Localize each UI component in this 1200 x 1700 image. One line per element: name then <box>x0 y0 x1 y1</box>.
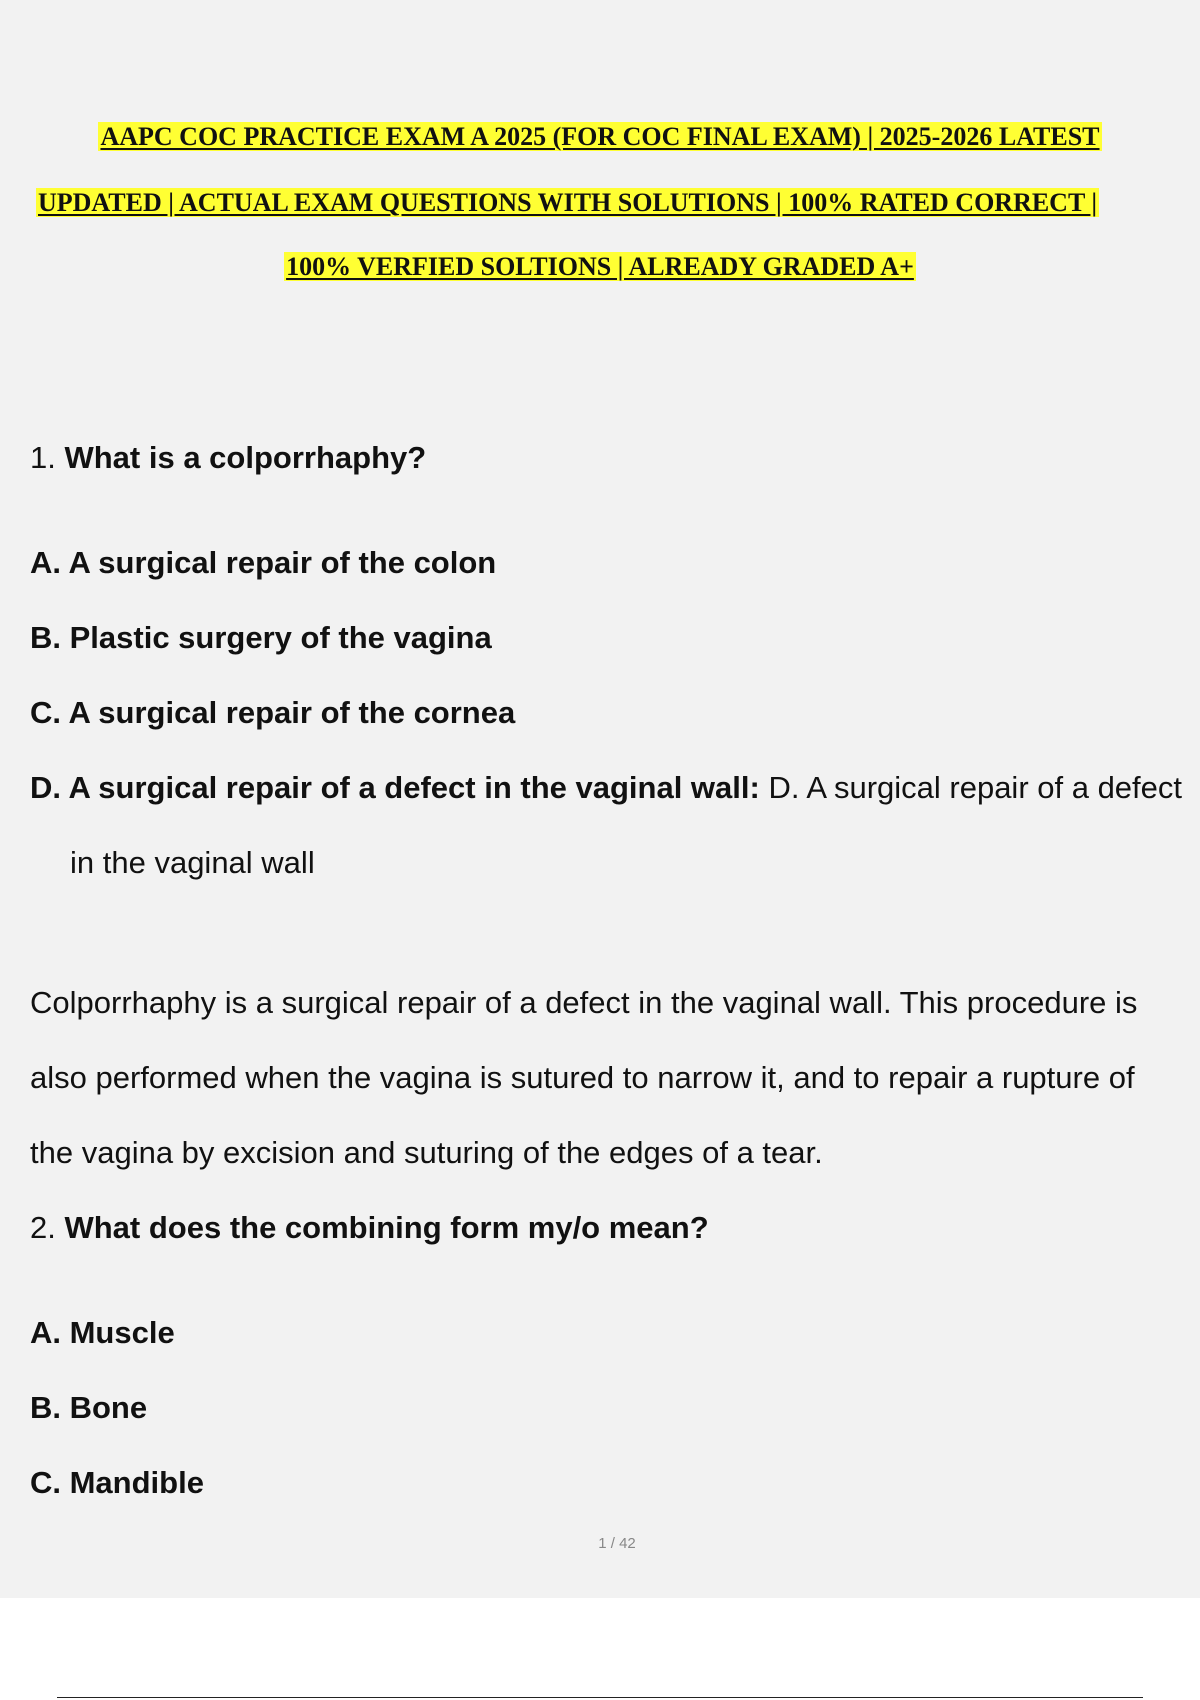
q1-explanation-line-1: Colporrhaphy is a surgical repair of a defect in the vaginal wall. This procedure is <box>30 985 1138 1020</box>
question-number: 1. <box>30 440 56 475</box>
q1-answer: D. A surgical repair of a defect <box>768 770 1183 805</box>
q1-option-c: C. A surgical repair of the cornea <box>30 695 516 730</box>
q2-option-a: A. Muscle <box>30 1315 175 1350</box>
q1-option-b: B. Plastic surgery of the vagina <box>30 620 492 655</box>
question-number: 2. <box>30 1210 56 1245</box>
q1-answer-continued: in the vaginal wall <box>70 845 315 880</box>
question-text: What is a colporrhaphy? <box>64 440 427 475</box>
q1-option-a: A. A surgical repair of the colon <box>30 545 497 580</box>
question-text: What does the combining form my/o mean? <box>64 1210 709 1245</box>
q2-option-c: C. Mandible <box>30 1465 204 1500</box>
title-line-2: UPDATED | ACTUAL EXAM QUESTIONS WITH SOLUTIONS | 100% RATED CORRECT | <box>38 188 1098 217</box>
q2-option-b: B. Bone <box>30 1390 148 1425</box>
next-page-divider <box>57 1697 1143 1698</box>
q1-option-d-text: D. A surgical repair of a defect in the vaginal wall: <box>30 770 760 805</box>
title-line-1: AAPC COC PRACTICE EXAM A 2025 (FOR COC FINAL EXAM) | 2025-2026 LATEST <box>100 122 1100 151</box>
page-indicator: 1 / 42 <box>598 1535 636 1552</box>
title-line-3: 100% VERFIED SOLTIONS | ALREADY GRADED A+ <box>286 252 914 281</box>
q1-explanation-line-2: also performed when the vagina is sutured to narrow it, and to repair a rupture of <box>30 1060 1135 1095</box>
question-1 <box>30 440 426 476</box>
q1-explanation-line-3: the vagina by excision and suturing of the edges of a tear. <box>30 1135 823 1170</box>
q1-option-d <box>30 770 1182 806</box>
question-2 <box>30 1210 709 1246</box>
